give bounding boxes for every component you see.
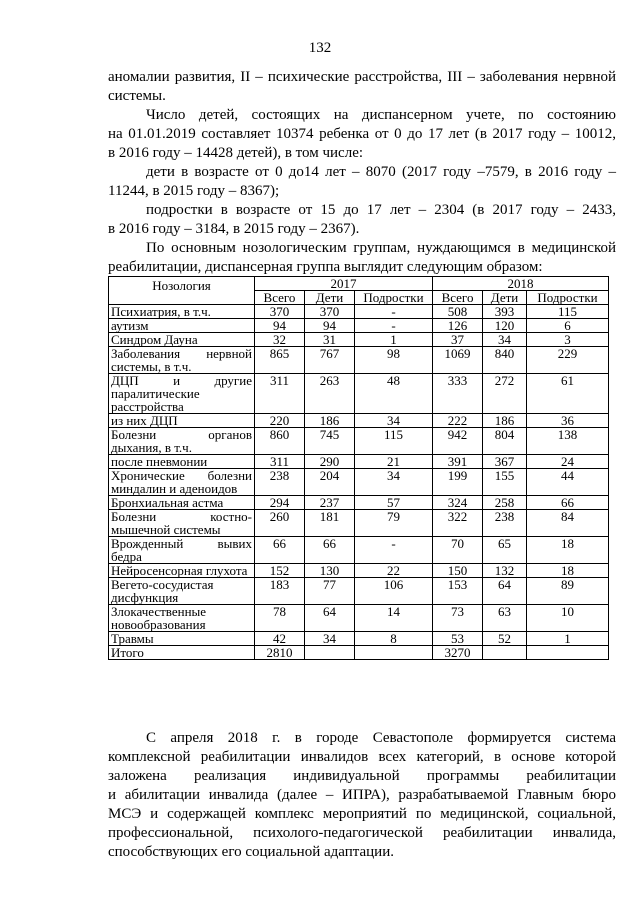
table-cell: 238 <box>255 469 305 496</box>
table-cell: - <box>355 305 433 319</box>
table-cell: 115 <box>355 428 433 455</box>
table-cell: 73 <box>433 605 483 632</box>
nosology-name: Нейросенсорная глухота <box>109 564 255 578</box>
table-row <box>109 333 609 347</box>
table-cell: 150 <box>433 564 483 578</box>
table-cell: 65 <box>483 537 527 564</box>
table-cell: 37 <box>433 333 483 347</box>
table-row <box>109 428 609 455</box>
text-line: системы. <box>108 88 166 104</box>
table-cell: 333 <box>433 374 483 414</box>
text-line: аномалии развития, II – психические расстройства, III – заболевания нервной <box>108 69 616 85</box>
nosology-name: ДЦП и другие паралитические расстройства <box>109 374 255 414</box>
table-row <box>109 510 609 537</box>
total-row <box>109 646 609 660</box>
table-cell: 6 <box>527 319 609 333</box>
children-header: Дети <box>305 291 355 305</box>
table-cell: 89 <box>527 578 609 605</box>
table-cell: 391 <box>433 455 483 469</box>
table-cell: 18 <box>527 564 609 578</box>
table-cell: 183 <box>255 578 305 605</box>
table-cell: 138 <box>527 428 609 455</box>
table-cell <box>305 646 355 660</box>
table-cell: 8 <box>355 632 433 646</box>
table-cell: 64 <box>305 605 355 632</box>
text-line: способствующих его социальной адаптации. <box>108 844 394 860</box>
table-cell: 21 <box>355 455 433 469</box>
nosology-name: аутизм <box>109 319 255 333</box>
text-line: С апреля 2018 г. в городе Севастополе формируется система <box>146 730 616 746</box>
year-2017-header: 2017 <box>255 277 433 291</box>
table-cell: 804 <box>483 428 527 455</box>
table-cell: - <box>355 319 433 333</box>
table-row <box>109 469 609 496</box>
nosology-name: Врожденный вывих бедра <box>109 537 255 564</box>
table-row <box>109 632 609 646</box>
table-cell: 263 <box>305 374 355 414</box>
table-row <box>109 537 609 564</box>
year-2018-header: 2018 <box>433 277 609 291</box>
table-row <box>109 605 609 632</box>
table-cell: 84 <box>527 510 609 537</box>
teens-age-paragraph <box>108 201 616 239</box>
table-row <box>109 305 609 319</box>
table-cell: 63 <box>483 605 527 632</box>
nosology-name: Синдром Дауна <box>109 333 255 347</box>
nosology-name: Болезни костно-мышечной системы <box>109 510 255 537</box>
total-label: Итого <box>109 646 255 660</box>
table-cell: 186 <box>305 414 355 428</box>
table-cell: 31 <box>305 333 355 347</box>
table-cell: 78 <box>255 605 305 632</box>
nosology-name: Психиатрия, в т.ч. <box>109 305 255 319</box>
table-cell: 222 <box>433 414 483 428</box>
table-intro-paragraph <box>108 239 616 277</box>
text-line: профессиональной, психолого-педагогической реабилитации инвалида, <box>108 825 616 841</box>
table-cell: 57 <box>355 496 433 510</box>
text-line: в 2016 году – 3184, в 2015 году – 2367). <box>108 221 360 237</box>
text-line: комплексной реабилитации инвалидов всех категорий, в основе которой <box>108 749 616 765</box>
table-cell: 34 <box>355 414 433 428</box>
table-cell: 36 <box>527 414 609 428</box>
nosology-name: Злокачественные новообразования <box>109 605 255 632</box>
table-cell: 1069 <box>433 347 483 374</box>
table-cell: 238 <box>483 510 527 537</box>
table-row <box>109 347 609 374</box>
table-cell: 79 <box>355 510 433 537</box>
table-cell: 53 <box>433 632 483 646</box>
table-cell: 186 <box>483 414 527 428</box>
intro-paragraph <box>108 68 616 106</box>
table-cell: 132 <box>483 564 527 578</box>
total-2018-value: 3270 <box>433 646 483 660</box>
table-cell: 14 <box>355 605 433 632</box>
table-cell: 1 <box>527 632 609 646</box>
table-cell: 258 <box>483 496 527 510</box>
table-cell: 34 <box>355 469 433 496</box>
text-line: в 2016 году – 14428 детей), в том числе: <box>108 145 364 161</box>
table-cell: 32 <box>255 333 305 347</box>
children-header: Дети <box>483 291 527 305</box>
total-header: Всего <box>433 291 483 305</box>
table-cell: 94 <box>255 319 305 333</box>
table-cell: 865 <box>255 347 305 374</box>
table-cell: 18 <box>527 537 609 564</box>
table-cell: 66 <box>255 537 305 564</box>
table-row <box>109 564 609 578</box>
table-cell: 181 <box>305 510 355 537</box>
page-number: 132 <box>308 40 332 56</box>
table-cell: 311 <box>255 374 305 414</box>
table-cell: 152 <box>255 564 305 578</box>
table-cell: 52 <box>483 632 527 646</box>
table-cell: 508 <box>433 305 483 319</box>
table-row <box>109 374 609 414</box>
nosology-name: Заболевания нервной системы, в т.ч. <box>109 347 255 374</box>
text-line: на 01.01.2019 составляет 10374 ребенка от 0 до 17 лет (в 2017 году – 10012, <box>108 126 616 142</box>
table-cell: 34 <box>483 333 527 347</box>
table-cell: 126 <box>433 319 483 333</box>
table-cell: 860 <box>255 428 305 455</box>
text-line: реабилитации, диспансерная группа выглядит следующим образом: <box>108 259 543 275</box>
table-cell: 66 <box>527 496 609 510</box>
nosology-name: из них ДЦП <box>109 414 255 428</box>
table-row <box>109 414 609 428</box>
table-cell: 24 <box>527 455 609 469</box>
children-age-paragraph <box>108 163 616 201</box>
table-cell <box>527 646 609 660</box>
text-line: 11244, в 2015 году – 8367); <box>108 183 280 199</box>
table-row <box>109 455 609 469</box>
nosology-name: Бронхиальная астма <box>109 496 255 510</box>
table-cell: 115 <box>527 305 609 319</box>
table-cell: 94 <box>305 319 355 333</box>
children-count-paragraph <box>108 106 616 163</box>
nosology-name: Травмы <box>109 632 255 646</box>
table-cell: 34 <box>305 632 355 646</box>
nosology-table <box>108 276 609 660</box>
total-header: Всего <box>255 291 305 305</box>
text-line: МСЭ и содержащей комплекс мероприятий по медицинской, социальной, <box>108 806 616 822</box>
table-cell: 294 <box>255 496 305 510</box>
table-cell: 324 <box>433 496 483 510</box>
table-cell <box>483 646 527 660</box>
table-cell: 153 <box>433 578 483 605</box>
table-cell: 272 <box>483 374 527 414</box>
table-body <box>109 305 609 646</box>
table-cell: 70 <box>433 537 483 564</box>
table-cell: 367 <box>483 455 527 469</box>
table-cell: 370 <box>305 305 355 319</box>
nosology-name: после пневмонии <box>109 455 255 469</box>
table-cell: 3 <box>527 333 609 347</box>
table-cell: 237 <box>305 496 355 510</box>
table-cell: 98 <box>355 347 433 374</box>
nosology-name: Вегето-сосудистая дисфункция <box>109 578 255 605</box>
text-line: подростки в возрасте от 15 до 17 лет – 2304 (в 2017 году – 2433, <box>146 202 616 218</box>
teens-header: Подростки <box>355 291 433 305</box>
table-cell: 311 <box>255 455 305 469</box>
table-cell: 106 <box>355 578 433 605</box>
table-cell: 44 <box>527 469 609 496</box>
table-cell: - <box>355 537 433 564</box>
text-line: заложена реализация индивидуальной программы реабилитации <box>108 768 616 784</box>
table-row <box>109 319 609 333</box>
table-cell: 204 <box>305 469 355 496</box>
table-cell: 1 <box>355 333 433 347</box>
table-cell: 229 <box>527 347 609 374</box>
table-cell: 22 <box>355 564 433 578</box>
table-cell: 130 <box>305 564 355 578</box>
table-header-row <box>109 277 609 291</box>
table-cell: 322 <box>433 510 483 537</box>
table-cell: 42 <box>255 632 305 646</box>
nosology-header: Нозология <box>109 277 255 305</box>
table-cell: 942 <box>433 428 483 455</box>
nosology-name: Хронические болезни миндалин и аденоидов <box>109 469 255 496</box>
table-cell: 199 <box>433 469 483 496</box>
total-2017-value: 2810 <box>255 646 305 660</box>
table-cell: 840 <box>483 347 527 374</box>
table-cell: 61 <box>527 374 609 414</box>
text-line: и абилитации инвалида (далее – ИПРА), разрабатываемой Главным бюро <box>108 787 616 803</box>
table-cell: 260 <box>255 510 305 537</box>
teens-header: Подростки <box>527 291 609 305</box>
text-line: Число детей, состоящих на диспансерном учете, по состоянию <box>146 107 616 123</box>
rehabilitation-paragraph <box>108 729 616 862</box>
text-line: По основным нозологическим группам, нуждающимся в медицинской <box>146 240 616 256</box>
table-cell: 767 <box>305 347 355 374</box>
table-cell: 66 <box>305 537 355 564</box>
text-line: дети в возрасте от 0 до14 лет – 8070 (2017 году –7579, в 2016 году – <box>146 164 616 180</box>
table-cell: 745 <box>305 428 355 455</box>
table-cell: 155 <box>483 469 527 496</box>
table-cell: 290 <box>305 455 355 469</box>
nosology-name: Болезни органов дыхания, в т.ч. <box>109 428 255 455</box>
table-cell: 220 <box>255 414 305 428</box>
table-cell: 77 <box>305 578 355 605</box>
table-cell <box>355 646 433 660</box>
table-row <box>109 578 609 605</box>
table-cell: 370 <box>255 305 305 319</box>
table-cell: 64 <box>483 578 527 605</box>
table-row <box>109 496 609 510</box>
table-cell: 48 <box>355 374 433 414</box>
table-cell: 393 <box>483 305 527 319</box>
table-cell: 120 <box>483 319 527 333</box>
table-cell: 10 <box>527 605 609 632</box>
